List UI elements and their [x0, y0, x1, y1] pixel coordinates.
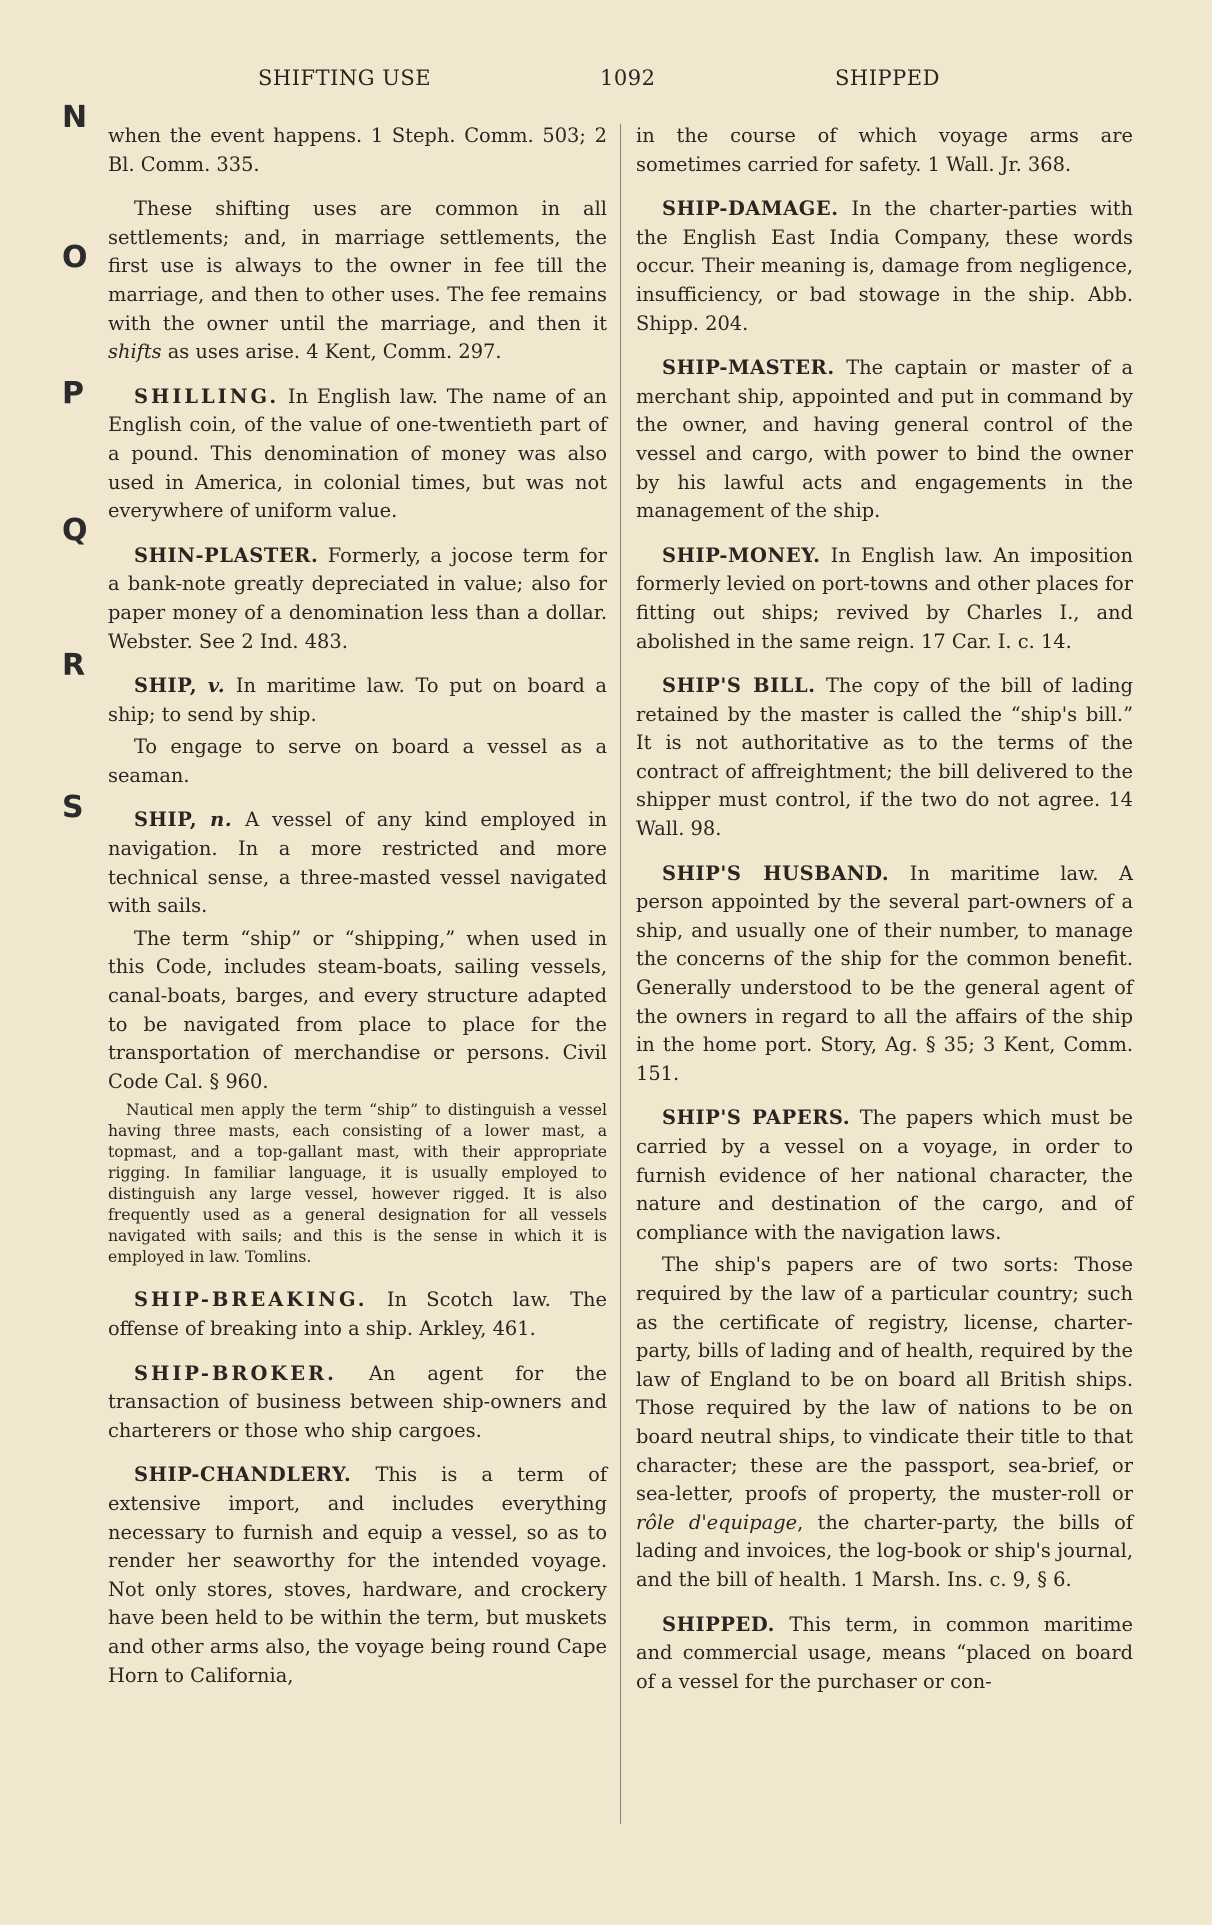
headword: SHIP,	[134, 808, 198, 832]
running-header	[0, 66, 1212, 106]
entry-paragraph: The ship's papers are of two sorts: Those required by the law of a particular country; such as the certificate of registry, license, charter-party, bills of lading and of health, required by the law of England to be on board all British ships. Those required by the law of nations to be on board neutral ships, to vindicate their title to that character; these are the passport, sea-brief, or sea-letter, proofs of property, the muster-roll or rôle d'equipage, the charter-party, the bills of lading and invoices, the log-book or ship's journal, and the bill of health. 1 Marsh. Ins. c. 9, § 6.	[636, 1253, 1133, 1591]
headword: SHIP'S HUSBAND.	[662, 861, 890, 885]
headword: SHIP-MONEY.	[662, 543, 821, 567]
entry-paragraph: The term “ship” or “shipping,” when used in this Code, includes steam-boats, sailing vessels, canal-boats, barges, and every structure adapted to be navigated from place to place for the transportation of merchandise or persons. Civil Code Cal. § 960.	[108, 926, 607, 1093]
header-right-guide-word: SHIPPED	[835, 66, 940, 90]
entry-shilling: SHILLING. In English law. The name of an English coin, of the value of one-twentieth part of a pound. This denomination of money was also used in America, in colonial times, but was not everywhere of uniform value.	[108, 384, 607, 523]
thumb-index-letter: Q	[62, 513, 88, 548]
entry-ship-damage: SHIP-DAMAGE. In the charter-parties with the English East India Company, these words occur. Their meaning is, damage from negligence, insufficiency, or bad stowage in the ship. Abb. Shipp. 204.	[636, 197, 1133, 335]
entry-ship-broker: SHIP-BROKER. An agent for the transaction of business between ship-owners and charterers or those who ship cargoes.	[108, 1361, 607, 1442]
thumb-index-letter: R	[62, 648, 86, 683]
thumb-index-letter: S	[62, 790, 84, 825]
entry-ship-money: SHIP-MONEY. In English law. An imposition formerly levied on port-towns and other places for fitting out ships; revived by Charles I., and abolished in the same reign. 17 Car. I. c. 14.	[636, 543, 1133, 653]
entry-shipped: SHIPPED. This term, in common maritime and commercial usage, means “placed on board of a vessel for the purchaser or con-	[636, 1612, 1133, 1693]
left-column	[108, 122, 607, 1706]
entry-ships-husband: SHIP'S HUSBAND. In maritime law. A person appointed by the several part-owners of a ship, and usually one of their number, to manage the concerns of the ship for the common benefit. Generally understood to be the general agent of the owners in regard to all the affairs of the ship in the home port. Story, Ag. § 35; 3 Kent, Comm. 151.	[636, 861, 1133, 1085]
thumb-index	[54, 0, 94, 1925]
entry-ships-papers: SHIP'S PAPERS. The papers which must be carried by a vessel on a voyage, in order to furnish evidence of her national character, the nature and destination of the cargo, and of compliance with the navigation laws.	[636, 1106, 1133, 1244]
entry-ship-noun: SHIP, n. A vessel of any kind employed in navigation. In a more restricted and more technical sense, a three-masted vessel navigated with sails.	[108, 808, 607, 918]
entry-ship-verb: SHIP, v. In maritime law. To put on board a ship; to send by ship.	[108, 674, 607, 726]
headword: SHIP'S BILL.	[662, 674, 816, 698]
entry-continuation: in the course of which voyage arms are sometimes carried for safety. 1 Wall. Jr. 368.	[636, 124, 1133, 176]
entry-ship-chandlery: SHIP-CHANDLERY. This is a term of extensive import, and includes everything necessary to furnish and equip a vessel, so as to render her seaworthy for the intended voyage. Not only stores, stoves, hardware, and crockery have been held to be within the term, but muskets and other arms also, the voyage being round Cape Horn to California,	[108, 1463, 607, 1687]
page-number: 1092	[600, 66, 656, 90]
headword: SHIP-CHANDLERY.	[134, 1463, 352, 1487]
entry-continuation: when the event happens. 1 Steph. Comm. 503; 2 Bl. Comm. 335.	[108, 124, 607, 176]
headword: SHILLING.	[134, 384, 280, 408]
entry-ship-master: SHIP-MASTER. The captain or master of a merchant ship, appointed and put in command by the owner, and having general control of the vessel and cargo, with power to bind the owner by his lawful acts and engagements in the management of the ship.	[636, 356, 1133, 523]
header-left-guide-word: SHIFTING USE	[258, 66, 432, 90]
headword: SHIN-PLASTER.	[134, 543, 319, 567]
headword: SHIP'S PAPERS.	[662, 1106, 851, 1130]
thumb-index-letter: O	[62, 240, 88, 275]
headword: SHIP-MASTER.	[662, 356, 835, 380]
entry-paragraph: To engage to serve on board a vessel as a seaman.	[108, 735, 607, 787]
entry-ships-bill: SHIP'S BILL. The copy of the bill of lading retained by the master is called the “ship's bill.” It is not authoritative as to the terms of the contract of affreightment; the bill delivered to the shipper must control, if the two do not agree. 14 Wall. 98.	[636, 674, 1133, 841]
entry-paragraph: These shifting uses are common in all settlements; and, in marriage settlements, the first use is always to the owner in fee till the marriage, and then to other uses. The fee remains with the owner until the marriage, and then it shifts as uses arise. 4 Kent, Comm. 297.	[108, 197, 607, 364]
right-column	[636, 122, 1133, 1712]
thumb-index-letter: P	[62, 376, 84, 411]
column-divider	[620, 124, 621, 1824]
thumb-index-letter: N	[62, 100, 88, 135]
headword: SHIP-BREAKING.	[134, 1288, 368, 1312]
headword: SHIP,	[134, 674, 198, 698]
entry-ship-breaking: SHIP-BREAKING. In Scotch law. The offense of breaking into a ship. Arkley, 461.	[108, 1288, 607, 1340]
headword: SHIPPED.	[662, 1612, 776, 1636]
headword: SHIP-DAMAGE.	[662, 197, 839, 221]
entry-shin-plaster: SHIN-PLASTER. Formerly, a jocose term for a bank-note greatly depreciated in value; also for paper money of a denomination less than a dollar. Webster. See 2 Ind. 483.	[108, 543, 607, 653]
headword: SHIP-BROKER.	[134, 1361, 337, 1385]
entry-note: Nautical men apply the term “ship” to distinguish a vessel having three masts, each consisting of a lower mast, a topmast, and a top-gallant mast, with their appropriate rigging. In familiar language, it is usually employed to distinguish any large vessel, however rigged. It is also frequently used as a general designation for all vessels navigated with sails; and this is the sense in which it is employed in law. Tomlins.	[108, 1101, 607, 1267]
